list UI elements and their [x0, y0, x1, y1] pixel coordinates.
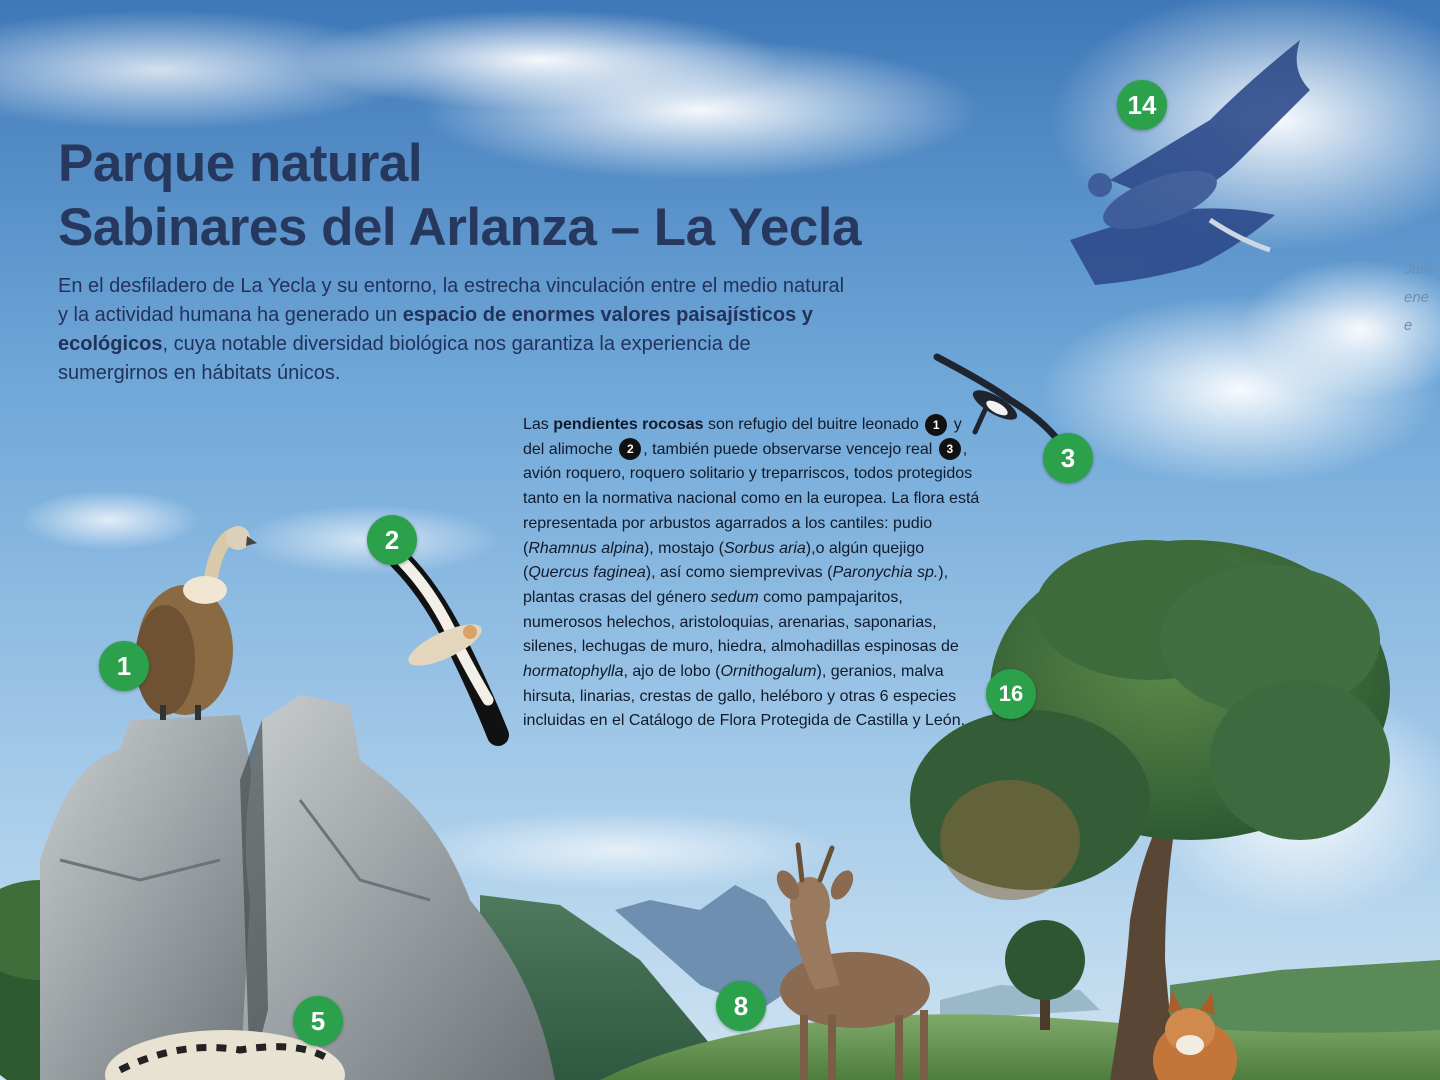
- species-latin-name: Sorbus aria: [723, 539, 806, 557]
- side-text-line: ene: [1404, 289, 1430, 306]
- badge-1: 1: [99, 641, 149, 691]
- body-text-segment: ), plantas crasas del género: [523, 564, 949, 606]
- body-text-segment: como pampajaritos, numerosos helechos, aristoloquias, arenarias, saponarias, silenes, lechugas de muro, hiedra, almohadillas espinosas de: [523, 588, 959, 656]
- body-text-segment: ),o algún quejigo (: [523, 539, 925, 582]
- page-title: [58, 132, 861, 260]
- badge-2: 2: [367, 515, 417, 565]
- title-line-2: Sabinares del Arlanza – La Yecla: [58, 198, 861, 257]
- body-bold-segment: pendientes rocosas: [553, 416, 704, 433]
- badge-14: 14: [1117, 80, 1167, 130]
- body-text-segment: , ajo de lobo (: [623, 663, 721, 681]
- species-latin-name: Ornithogalum: [720, 663, 817, 681]
- reference-dot-1: 1: [925, 414, 947, 436]
- body-text-segment: ), así como siemprevivas (: [645, 564, 833, 582]
- body-text-segment: , avión roquero, roquero solitario y treparriscos, todos protegidos tanto en la normativa nacional como en la europea. La flora está representada por arbustos agarrados a los cantiles: pudio (: [523, 440, 980, 557]
- intro-paragraph: [58, 272, 848, 388]
- species-latin-name: Paronychia sp.: [832, 564, 939, 582]
- body-text-segment: son refugio del buitre leonado: [703, 416, 924, 433]
- reference-dot-3: 3: [939, 438, 961, 460]
- intro-text-2: , cuya notable diversidad biológica nos garantiza la experiencia de sumergirnos en hábitats únicos.: [58, 333, 751, 384]
- body-text-segment: ), geranios, malva hirsuta, linarias, crestas de gallo, heléboro y otras 6 especies incluidas en el Catálogo de Flora Protegida de Castilla y León.: [523, 663, 966, 730]
- body-text-segment: , también puede observarse vencejo real: [643, 440, 937, 458]
- side-text-line: e: [1404, 317, 1413, 334]
- title-line-1: Parque natural: [58, 134, 423, 193]
- body-text-segment: ), mostajo (: [643, 539, 724, 557]
- species-latin-name: sedum: [710, 588, 759, 606]
- side-text-line: Juni: [1404, 261, 1432, 278]
- species-latin-name: Quercus faginea: [528, 564, 646, 582]
- intro-bold-text: espacio de enormes valores paisajísticos y ecológicos: [58, 304, 813, 355]
- intro-text-1: En el desfiladero de La Yecla y su entorno, la estrecha vinculación entre el medio natural y la actividad humana ha generado un: [58, 275, 845, 326]
- species-latin-name: hormatophylla: [523, 663, 624, 681]
- species-latin-name: Rhamnus alpina: [528, 539, 644, 557]
- badge-3: 3: [1043, 433, 1093, 483]
- cropped-side-text: [1404, 256, 1432, 340]
- body-text-segment: Las: [523, 416, 554, 433]
- flora-fauna-description: [523, 413, 983, 734]
- badge-8: 8: [716, 981, 766, 1031]
- badge-16: 16: [986, 669, 1036, 719]
- badge-5: 5: [293, 996, 343, 1046]
- body-text-segment: y del alimoche: [523, 416, 962, 458]
- reference-dot-2: 2: [619, 438, 641, 460]
